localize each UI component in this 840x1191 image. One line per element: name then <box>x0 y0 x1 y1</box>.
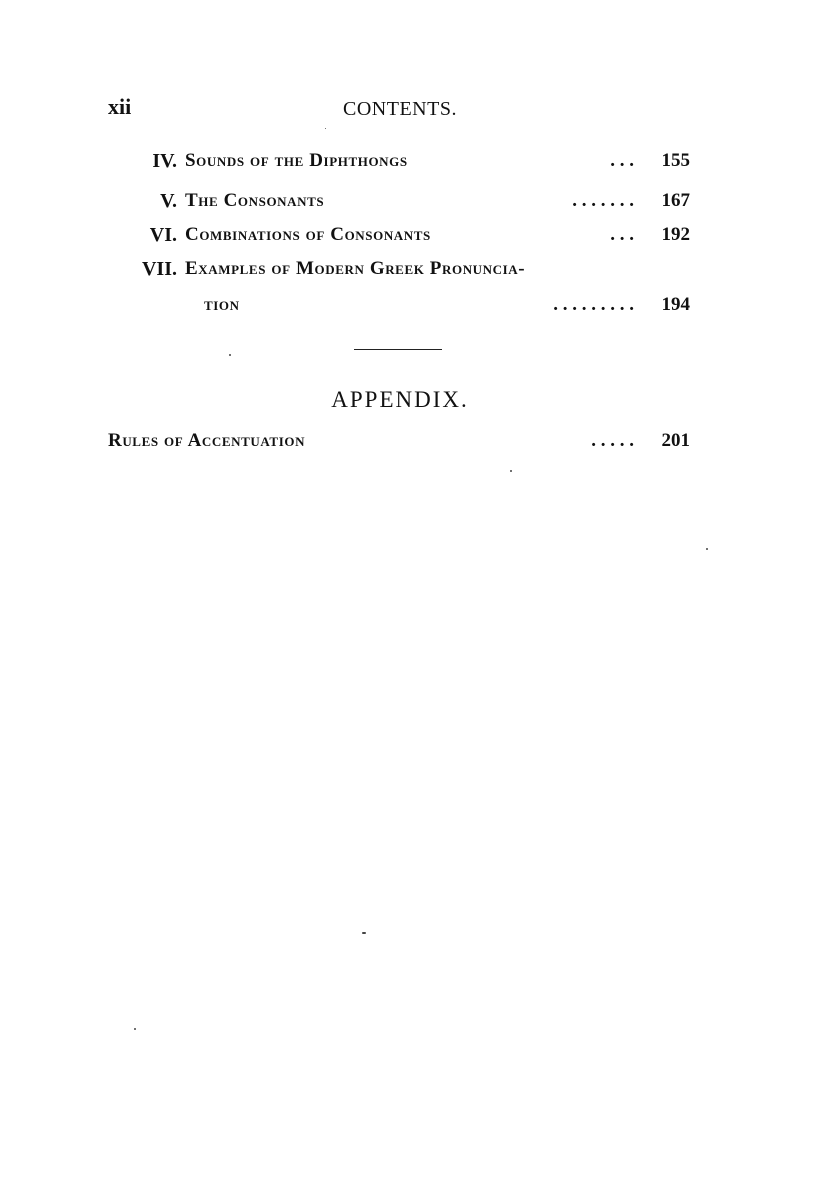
entry-page-number: 192 <box>661 224 690 245</box>
toc-entry-continuation <box>108 290 690 320</box>
dot-leaders: . . . . . <box>591 430 634 451</box>
dot-leaders: . . . . . . . <box>572 190 634 211</box>
entry-page-number: 201 <box>661 430 690 451</box>
section-divider <box>354 349 442 350</box>
page-number: xii <box>108 94 132 119</box>
running-title: CONTENTS. <box>343 98 457 120</box>
dot-leaders: . . . <box>610 150 634 171</box>
chapter-numeral: V. <box>160 190 177 212</box>
chapter-numeral: VII. <box>141 258 177 280</box>
entry-title: Rules of Accentuation <box>108 430 306 451</box>
entry-title: Combinations of Consonants <box>185 224 431 245</box>
scan-speck <box>134 1028 136 1030</box>
dot-leaders: . . . <box>610 224 634 245</box>
entry-page-number: 167 <box>661 190 690 211</box>
entry-title: The Consonants <box>185 190 325 211</box>
scan-speck <box>706 548 708 550</box>
scan-speck <box>325 128 326 129</box>
toc-entry <box>108 254 690 284</box>
chapter-numeral: VI. <box>149 224 177 246</box>
entry-page-number: 155 <box>661 150 690 171</box>
entry-title: Sounds of the Diphthongs <box>185 150 408 171</box>
toc-entry <box>108 186 690 216</box>
appendix-heading: APPENDIX. <box>331 387 469 412</box>
toc-entry <box>108 146 690 176</box>
scan-speck <box>362 932 366 934</box>
dot-leaders: . . . . . . . . . <box>553 294 634 315</box>
scan-speck <box>510 470 512 472</box>
entry-title: Examples of Modern Greek Pronuncia- <box>185 258 526 279</box>
entry-title: tion <box>204 294 240 315</box>
chapter-numeral: IV. <box>152 150 177 172</box>
appendix-entry <box>108 426 690 456</box>
toc-entry <box>108 220 690 250</box>
entry-page-number: 194 <box>661 294 690 315</box>
scan-speck <box>229 354 231 356</box>
